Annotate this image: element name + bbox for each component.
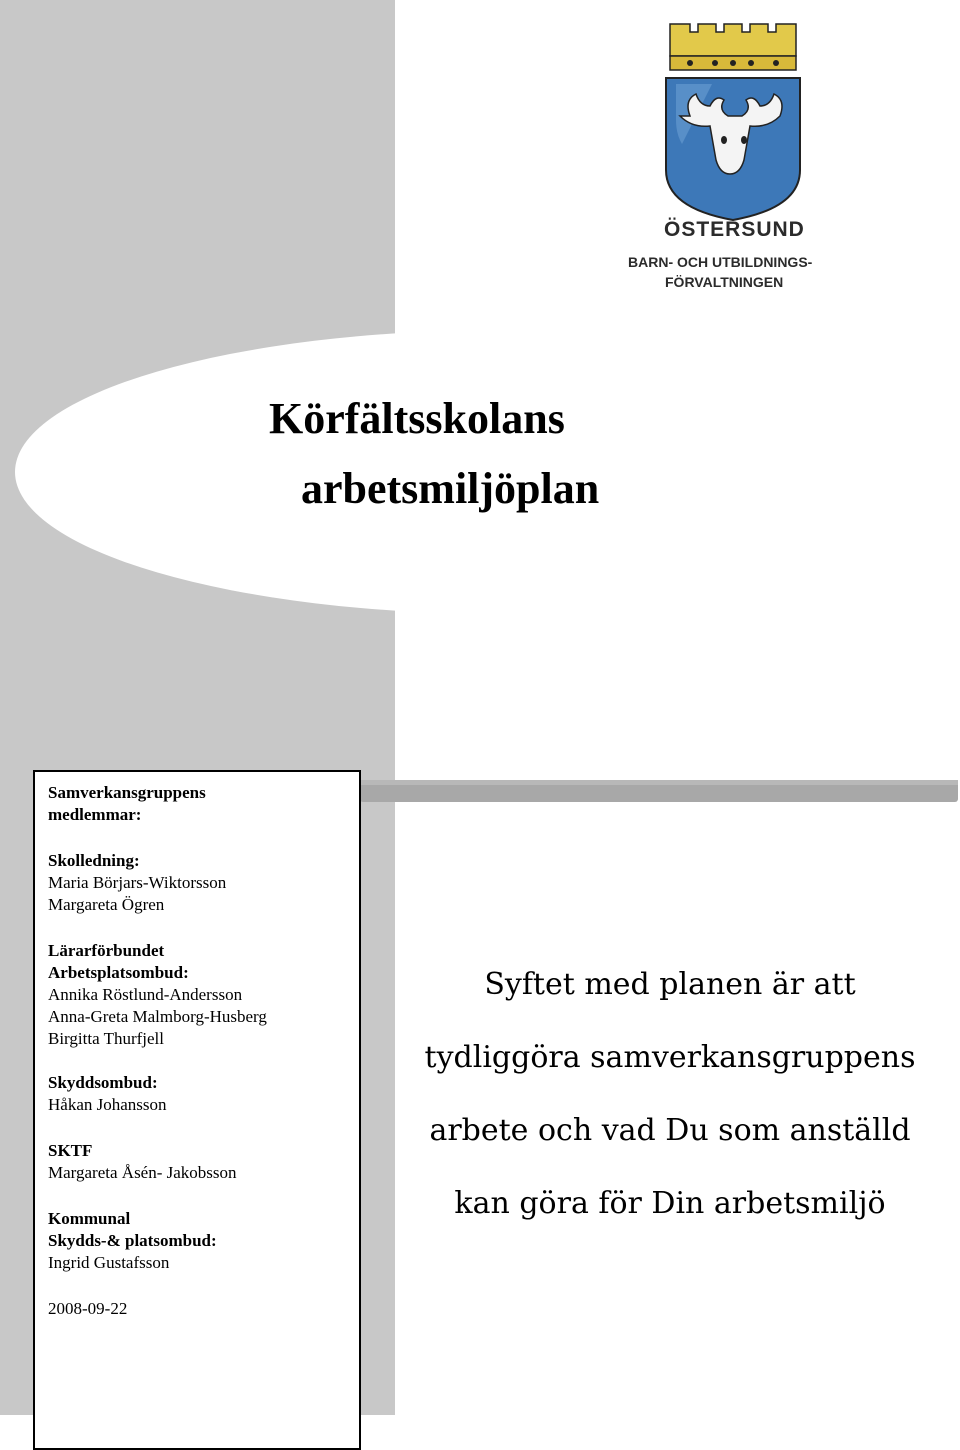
members-heading-line2: medlemmar: bbox=[48, 805, 142, 824]
arbetsplatsombud-name: Anna-Greta Malmborg-Husberg bbox=[48, 1007, 267, 1026]
members-box bbox=[33, 770, 361, 1450]
purpose-line: kan göra för Din arbetsmiljö bbox=[454, 1186, 886, 1221]
purpose-line: arbete och vad Du som anställd bbox=[429, 1113, 911, 1148]
arbetsplatsombud-name: Birgitta Thurfjell bbox=[48, 1029, 164, 1048]
sktf-name: Margareta Åsén- Jakobsson bbox=[48, 1163, 237, 1182]
purpose-statement bbox=[380, 948, 960, 1240]
coat-of-arms-icon bbox=[620, 12, 850, 222]
kommunal-name: Ingrid Gustafsson bbox=[48, 1253, 170, 1272]
members-heading-line1: Samverkansgruppens bbox=[48, 783, 206, 802]
logo-city: ÖSTERSUND bbox=[664, 218, 805, 241]
lararforbundet-label: Lärarförbundet bbox=[48, 941, 165, 960]
skolledning-name: Margareta Ögren bbox=[48, 895, 165, 914]
purpose-line: Syftet med planen är att bbox=[484, 967, 856, 1002]
document-date: 2008-09-22 bbox=[48, 1299, 128, 1318]
skyddsombud-name: Håkan Johansson bbox=[48, 1095, 167, 1114]
sktf-label: SKTF bbox=[48, 1141, 93, 1160]
title-line2: arbetsmiljöplan bbox=[301, 464, 600, 513]
skolledning-name: Maria Börjars-Wiktorsson bbox=[48, 873, 227, 892]
skyddsombud-label: Skyddsombud: bbox=[48, 1073, 158, 1092]
arbetsplatsombud-label: Arbetsplatsombud: bbox=[48, 963, 189, 982]
logo-department-line1: BARN- OCH UTBILDNINGS- bbox=[628, 254, 813, 270]
title-line1: Körfältsskolans bbox=[269, 394, 565, 443]
kommunal-label: Kommunal bbox=[48, 1209, 131, 1228]
purpose-line: tydliggöra samverkansgruppens bbox=[424, 1040, 916, 1075]
logo-department-line2: FÖRVALTNINGEN bbox=[665, 274, 784, 290]
skolledning-label: Skolledning: bbox=[48, 851, 140, 870]
logo bbox=[620, 12, 850, 302]
arbetsplatsombud-name: Annika Röstlund-Andersson bbox=[48, 985, 243, 1004]
kommunal-sublabel: Skydds-& platsombud: bbox=[48, 1231, 217, 1250]
